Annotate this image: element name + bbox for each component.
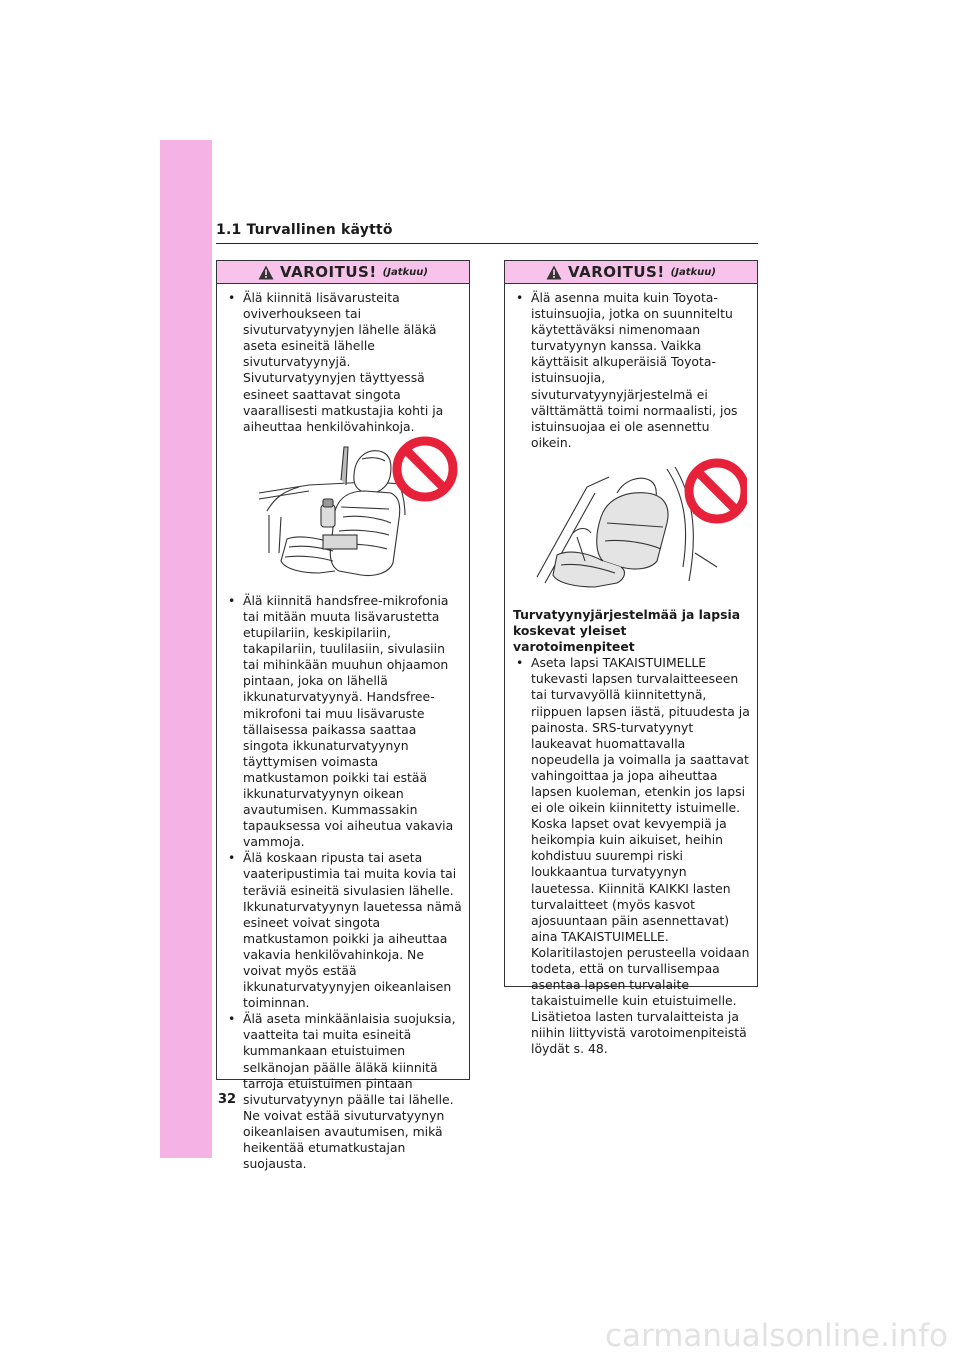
warning-header [217, 261, 469, 284]
warning-box-right [504, 260, 758, 1057]
continued-label: (Jatkuu) [670, 266, 716, 278]
list-item: • Älä koskaan ripusta tai aseta vaateripustimia tai muita kovia tai teräviä esineitä sivulasien lähelle. Ikkunaturvatyynyn lauetessa nämä esineet voivat singota matkustamon poikki ja aiheuttaa vakavia henkilövahinkoja. Ne voivat myös estää ikkunaturvatyynyjen oikeanlaisen toiminnan. [225, 850, 463, 1011]
warning-body [505, 284, 757, 1064]
bullet-list [225, 290, 463, 435]
list-item: • Aseta lapsi TAKAISTUIMELLE tukevasti lapsen turvalaitteeseen tai turvavyöllä kiinnitettynä, riippuen lapsen iästä, pituudesta ja painosta. SRS-turvatyynyt laukeavat huomattavalla nopeudella ja voimalla ja saattavat vahingoittaa ja jopa aiheuttaa lapsen kuoleman, etenkin jos lapsi ei ole oikein kiinnitetty istuimelle. Koska lapset ovat kevyempiä ja heikompia kuin aikuiset, heihin kohdistuu suurempi riski loukkaantua turvatyynyn lauetessa. Kiinnitä KAIKKI lasten turvalaitteet (myös kasvot ajosuuntaan päin asennettavat) aina TAKAISTUIMELLE. Kolaritilastojen perusteella voidaan todeta, että on turvallisempaa asentaa lapsen turvalaite takaistuimelle kuin etuistuimelle. Lisätietoa lasten turvalaitteista ja niihin liittyvistä varotoimenpiteistä löydät s. 48. [513, 655, 751, 1057]
bullet-list [513, 655, 751, 1057]
warning-label: VAROITUS! [280, 263, 377, 281]
chapter-side-tab [160, 140, 212, 1158]
warning-header [505, 261, 757, 284]
prohibition-icon [689, 463, 745, 519]
list-item: • Älä kiinnitä lisävarusteita oviverhoukseen tai sivuturvatyynyjen lähelle äläkä aseta esineitä lähelle sivuturvatyynyjä. Sivuturvatyynyjen täyttyessä esineet saattavat singota vaarallisesti matkustajia kohti ja aiheuttaa henkilövahinkoja. [225, 290, 463, 435]
seat-cover-illustration [517, 457, 747, 597]
warning-label: VAROITUS! [568, 263, 665, 281]
watermark: carmanualsonline.info [604, 1318, 948, 1354]
warning-triangle-icon [258, 265, 274, 280]
section-title: 1.1 Turvallinen käyttö [216, 222, 758, 244]
subheading: Turvatyynyjärjestelmää ja lapsia koskevat yleiset varotoimenpiteet [513, 606, 741, 655]
seat-accessory-illustration [229, 435, 459, 585]
bullet-list [225, 593, 463, 1172]
list-item: • Älä aseta minkäänlaisia suojuksia, vaatteita tai muita esineitä kummankaan etuistuimen selkänojan päälle äläkä kiinnitä tarroja etuistuimen pintaan sivuturvatyynyn päälle tai lähelle. Ne voivat estää sivuturvatyynyn oikeanlaisen avautumisen, mikä heikentää etumatkustajan suojausta. [225, 1011, 463, 1172]
list-item: • Älä kiinnitä handsfree-mikrofonia tai mitään muuta lisävarustetta etupilariin, keskipilariin, takapilariin, tuulilasiin, sivulasiin tai mihinkään muuhun ohjaamon pintaan, joka on lähellä ikkunaturvatyynyä. Handsfree-mikrofoni tai muu lisävaruste tällaisessa paikassa saattaa singota ikkunaturvatyynyn täyttymisen voimasta matkustamon poikki tai estää ikkunaturvatyynyn oikean avautumisen. Kummassakin tapauksessa voi aiheutua vakavia vammoja. [225, 593, 463, 851]
page-number: 32 [218, 1092, 237, 1107]
list-item: • Älä asenna muita kuin Toyota-istuinsuojia, jotka on suunniteltu käytettäväksi nimenomaan turvatyynyn kanssa. Vaikka käyttäisit alkuperäisiä Toyota-istuinsuojia, sivuturvatyynyjärjestelmä ei välttämättä toimi normaalisti, jos istuinsuojaa ei ole asennettu oikein. [513, 290, 751, 451]
warning-body [217, 284, 469, 1178]
prohibition-icon [397, 441, 453, 497]
bullet-list [513, 290, 751, 451]
warning-triangle-icon [546, 265, 562, 280]
continued-label: (Jatkuu) [382, 266, 428, 278]
